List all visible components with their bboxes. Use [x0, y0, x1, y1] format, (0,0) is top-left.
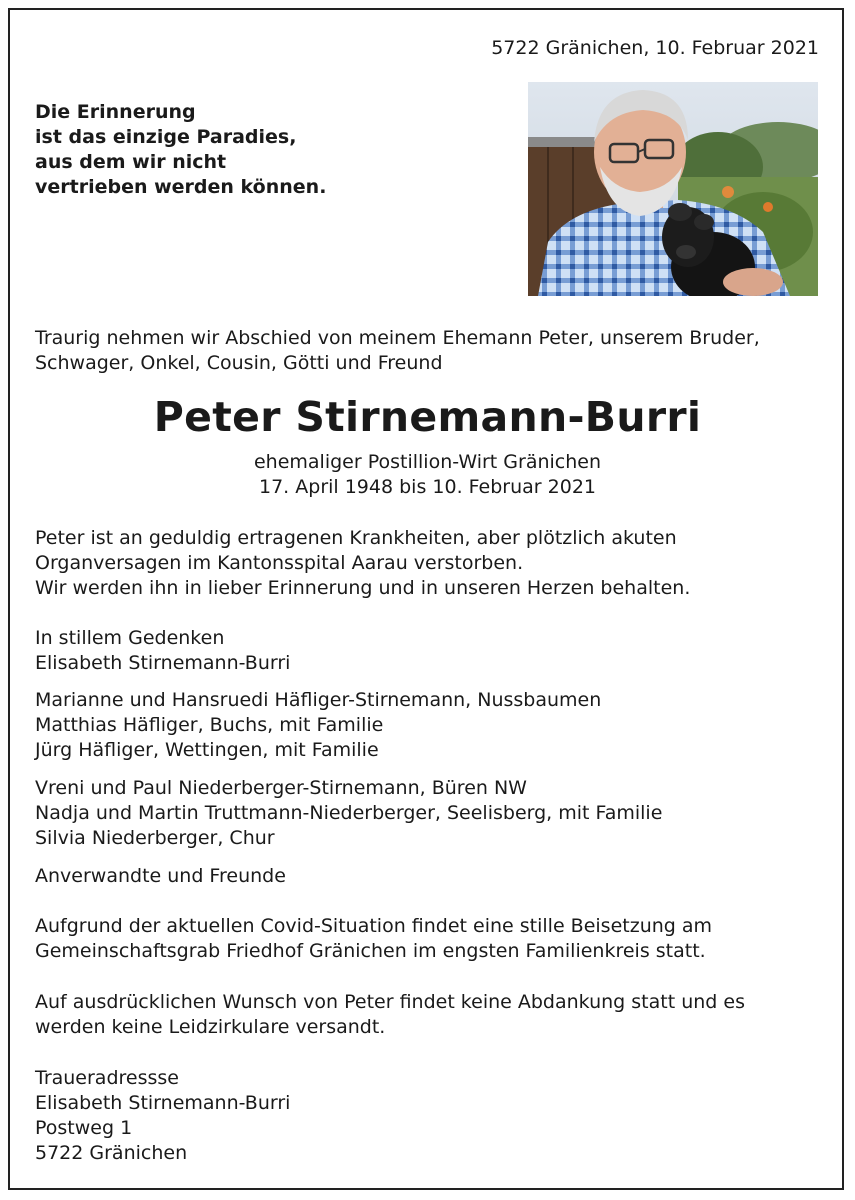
mourner-line: Nadja und Martin Truttmann-Niederberger, Seelisberg, mit Familie — [35, 802, 663, 824]
quote-line: ist das einzige Paradies, — [35, 126, 297, 148]
memorial-quote — [35, 100, 326, 200]
mourner-line: In stillem Gedenken — [35, 627, 225, 649]
message-line: Wir werden ihn in lieber Erinnerung und in unseren Herzen behalten. — [35, 577, 691, 599]
mourner-line: Vreni und Paul Niederberger-Stirnemann, Büren NW — [35, 777, 527, 799]
funeral-line: Aufgrund der aktuellen Covid-Situation findet eine stille Beisetzung am — [35, 915, 713, 937]
intro-line: Schwager, Onkel, Cousin, Götti und Freund — [35, 352, 443, 374]
mourner-line: Jürg Häfliger, Wettingen, mit Familie — [35, 739, 379, 761]
wish-notice — [35, 990, 745, 1040]
mourner-line: Silvia Niederberger, Chur — [35, 827, 275, 849]
death-message — [35, 526, 690, 601]
quote-line: aus dem wir nicht — [35, 151, 227, 173]
mourner-line: Matthias Häfliger, Buchs, mit Familie — [35, 714, 384, 736]
address-line: 5722 Gränichen — [35, 1142, 188, 1164]
mourner-line: Elisabeth Stirnemann-Burri — [35, 652, 291, 674]
deceased-title: ehemaliger Postillion-Wirt Gränichen — [253, 451, 602, 473]
mourners-group-2 — [35, 688, 601, 763]
mourners-group-4 — [35, 864, 286, 889]
wish-line: werden keine Leidzirkulare versandt. — [35, 1016, 386, 1038]
portrait-photo — [528, 82, 818, 296]
mourning-address — [35, 1066, 290, 1166]
address-line: Postweg 1 — [35, 1117, 133, 1139]
mourner-line: Anverwandte und Freunde — [35, 865, 286, 887]
intro-text — [35, 326, 760, 376]
funeral-notice — [35, 914, 712, 964]
message-line: Organversagen im Kantonsspital Aarau verstorben. — [35, 552, 524, 574]
place-date: 5722 Gränichen, 10. Februar 2021 — [491, 37, 819, 59]
deceased-name: Peter Stirnemann-Burri — [153, 393, 702, 441]
address-line: Traueradressse — [35, 1067, 179, 1089]
quote-line: vertrieben werden können. — [35, 176, 327, 198]
quote-line: Die Erinnerung — [35, 101, 196, 123]
address-line: Elisabeth Stirnemann-Burri — [35, 1092, 291, 1114]
life-dates: 17. April 1948 bis 10. Februar 2021 — [259, 476, 596, 498]
intro-line: Traurig nehmen wir Abschied von meinem Ehemann Peter, unserem Bruder, — [35, 327, 760, 349]
mourners-group-3 — [35, 776, 662, 851]
mourners-group-1 — [35, 626, 290, 676]
mourner-line: Marianne und Hansruedi Häfliger-Stirnemann, Nussbaumen — [35, 689, 602, 711]
deceased-details — [0, 450, 855, 500]
funeral-line: Gemeinschaftsgrab Friedhof Gränichen im engsten Familienkreis statt. — [35, 940, 706, 962]
wish-line: Auf ausdrücklichen Wunsch von Peter findet keine Abdankung statt und es — [35, 991, 745, 1013]
message-line: Peter ist an geduldig ertragenen Krankheiten, aber plötzlich akuten — [35, 527, 677, 549]
